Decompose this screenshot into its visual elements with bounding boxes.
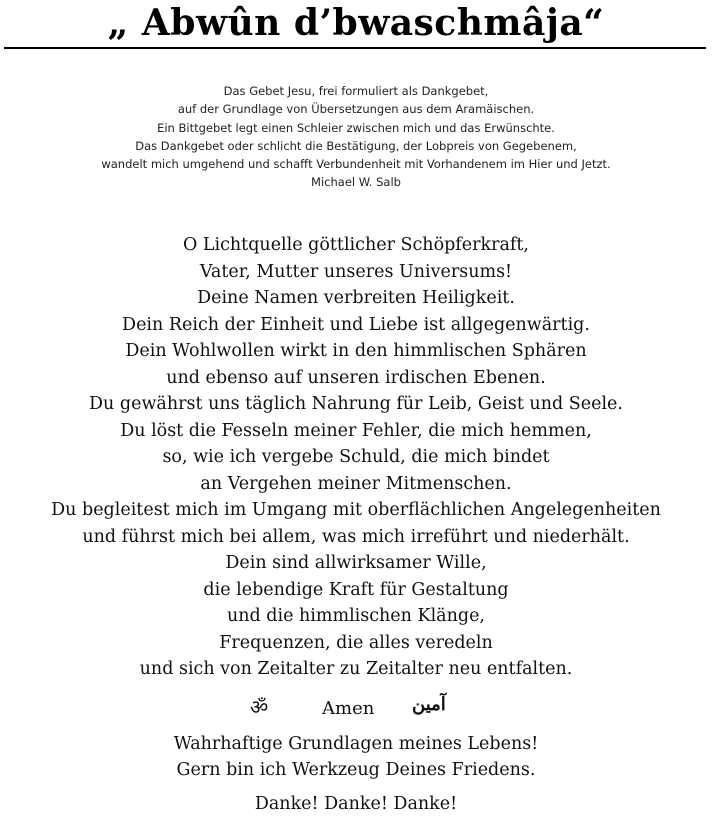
prayer-line: O Lichtquelle göttlicher Schöpferkraft, [182,235,529,255]
prayer-line: Du begleitest mich im Umgang mit oberflächlichen Angelegenheiten [51,500,661,520]
amen-row [0,693,712,721]
prayer-line: Deine Namen verbreiten Heiligkeit. [197,288,515,308]
prayer-line: und sich von Zeitalter zu Zeitalter neu entfalten. [139,659,573,679]
prayer-line: Dein Wohlwollen wirkt in den himmlischen Sphären [125,341,587,361]
closing-text [0,731,712,783]
page-title: „ Abwûn d’bwaschmâja“ [107,2,605,44]
prayer-line: und die himmlischen Klänge, [226,606,485,626]
intro-line: wandelt mich umgehend und schafft Verbundenheit mit Vorhandenem im Hier und Jetzt. [101,157,611,172]
prayer-line: Dein sind allwirksamer Wille, [225,553,487,573]
prayer-text [0,232,712,683]
prayer-line: und führst mich bei allem, was mich irreführt und niederhält. [82,526,630,547]
prayer-line: Frequenzen, die alles veredeln [219,632,493,653]
prayer-line: so, wie ich vergebe Schuld, die mich bindet [162,447,550,467]
intro-line: Das Gebet Jesu, frei formuliert als Dankgebet, [223,84,489,98]
prayer-line: Dein Reich der Einheit und Liebe ist allgegenwärtig. [122,314,590,335]
prayer-line: und ebenso auf unseren irdischen Ebenen. [166,367,546,388]
amen-text: Amen [322,698,375,719]
thanks-line: Danke! Danke! Danke! [254,794,458,814]
intro-line: Das Dankgebet oder schlicht die Bestätigung, der Lobpreis von Gegebenem, [135,138,577,153]
intro-line: auf der Grundlage von Übersetzungen aus dem Aramäischen. [177,102,535,117]
om-symbol-icon: ॐ [250,695,269,719]
closing-line: Wahrhaftige Grundlagen meines Lebens! [173,734,539,754]
intro-text [0,82,712,192]
author-name: Michael W. Salb [311,175,401,190]
intro-line: Ein Bittgebet legt einen Schleier zwischen mich und das Erwünschte. [157,120,555,135]
prayer-line: Vater, Mutter unseres Universums! [199,261,513,282]
closing-line: Gern bin ich Werkzeug Deines Friedens. [176,760,536,780]
prayer-line: Du gewährst uns täglich Nahrung für Leib, Geist und Seele. [89,394,623,414]
title-divider [4,47,706,49]
arabic-amen-text: آمين [412,694,446,715]
prayer-line: Du löst die Fesseln meiner Fehler, die mich hemmen, [120,420,592,441]
prayer-line: die lebendige Kraft für Gestaltung [203,579,509,600]
prayer-line: an Vergehen meiner Mitmenschen. [200,473,512,494]
